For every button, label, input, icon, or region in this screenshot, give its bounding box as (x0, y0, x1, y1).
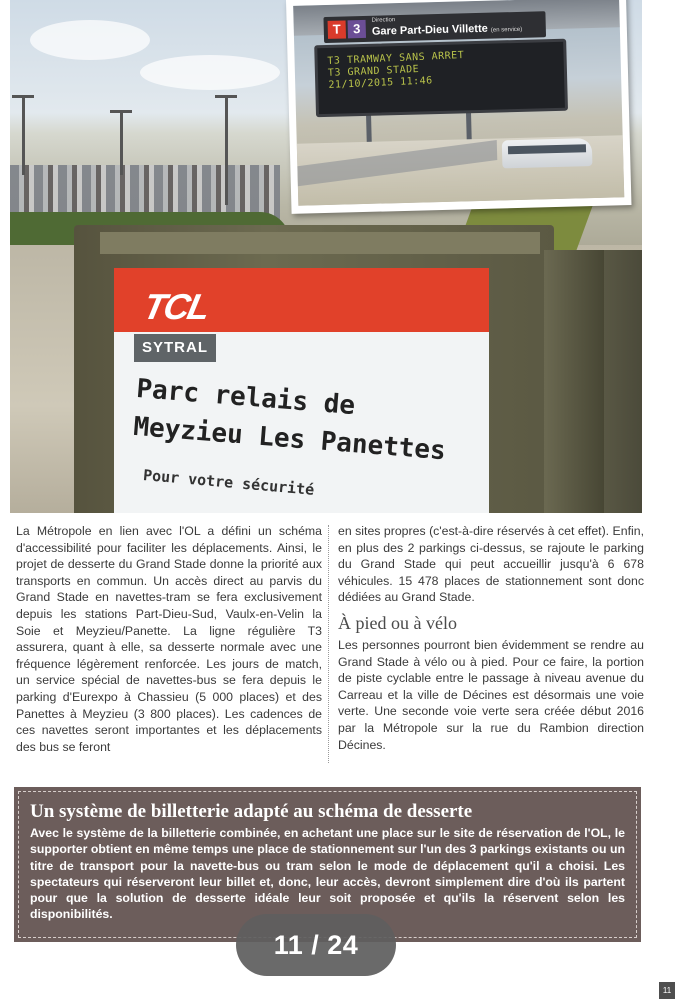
park-and-ride-sign (114, 268, 489, 513)
section-subheading: À pied ou à vélo (338, 612, 457, 633)
led-display (314, 39, 568, 118)
sign-frame-top (100, 232, 540, 254)
article-paragraph: en sites propres (c'est-à-dire réservés à cet effet). Enfin, en plus des 2 parkings ci-dessus, se rajoute le parking du Grand Stade qui peut accueillir jusqu'à 6 678 véhicules. 15 478 places de stationnement sont donc dédiées au Grand Stade. (338, 524, 644, 605)
folio-number: 11 (659, 982, 675, 999)
led-line: 21/10/2015 11:46 (328, 75, 433, 91)
sign-title-line1: Parc relais de (135, 373, 357, 422)
destination-text: Gare Part-Dieu Villette (371, 22, 488, 38)
sign-title-line2: Meyzieu Les Panettes (132, 411, 447, 467)
sign-red-header (114, 268, 489, 332)
tram-mode-badge: T (328, 20, 346, 38)
cloud (30, 20, 150, 60)
tcl-logo: TCL (139, 286, 213, 327)
led-text (327, 46, 558, 92)
sign-post (544, 250, 604, 513)
lamp-post (225, 95, 228, 205)
box-text: Avec le système de la billetterie combinée, en achetant une place sur le site de réservation de l'OL, le supporter obtient en même temps une place de stationnement sur l'un des 3 parkings existants ou un titre de transport pour la navette-bus ou tram selon le mode de déplacement qu'il a choisi. Les spectateurs qui réserveront leur billet et, donc, leur accès, devront simplement dire d'où ils partent pour que la solution de desserte idéale leur soit proposée et qu'ils la réservent selon les disponibilités. (30, 826, 625, 922)
page-indicator[interactable]: 11 / 24 (236, 914, 396, 976)
led-line: T3 TRAMWAY SANS ARRET (327, 49, 465, 67)
box-title: Un système de billetterie adapté au schéma de desserte (30, 801, 473, 822)
article-paragraph: La Métropole en lien avec l'OL a défini un schéma d'accessibilité pour faciliter les déplacements. Ainsi, le projet de desserte du Grand Stade donne la priorité aux transports en commun. Un accès direct au parvis du Grand Stade en navettes-tram se fera exclusivement depuis les stations Part-Dieu-Sud, Vaulx-en-Velin la Soie et Meyzieu/Panette. La ligne régulière T3 assurera, quant à elle, sa desserte normale avec une fréquence légèrement renforcée. Les jours de match, un service spécial de navettes-bus se fera depuis le parking d'Eurexpo à Chassieu (5 000 places) et des Panettes à Meyzieu (3 800 places). Les cadences de ces navettes seront importantes et les déplacements des bus se feront (16, 524, 322, 754)
article-paragraph: Les personnes pourront bien évidemment se rendre au Grand Stade à vélo ou à pied. Pour ce faire, la portion de piste cyclable entre le passage à niveau avenue du Carreau et la ville de Décines est désormais une voie verte. Une seconde voie verte sera créée début 2016 par la Métropole sur la rue du Rambion direction Décines. (338, 637, 644, 752)
direction-label: Direction (371, 17, 396, 24)
cloud (140, 55, 280, 90)
lamp-post (22, 95, 25, 175)
article-column-left (16, 523, 322, 755)
destination-name (372, 22, 523, 38)
line-number-badge: 3 (348, 20, 366, 38)
column-divider (328, 525, 329, 763)
sign-subtitle: Pour votre sécurité (142, 466, 315, 499)
header-photo (10, 0, 642, 513)
sign-title (132, 370, 489, 474)
sytral-label: SYTRAL (134, 334, 216, 362)
tram (502, 138, 593, 168)
destination-note: (en service) (490, 26, 523, 34)
lamp-post (120, 110, 123, 175)
article-column-right (338, 523, 644, 753)
destination-bar (323, 11, 546, 43)
inset-photo-image (293, 0, 624, 206)
led-line: T3 GRAND STADE (327, 63, 420, 79)
inset-photo (286, 0, 631, 214)
